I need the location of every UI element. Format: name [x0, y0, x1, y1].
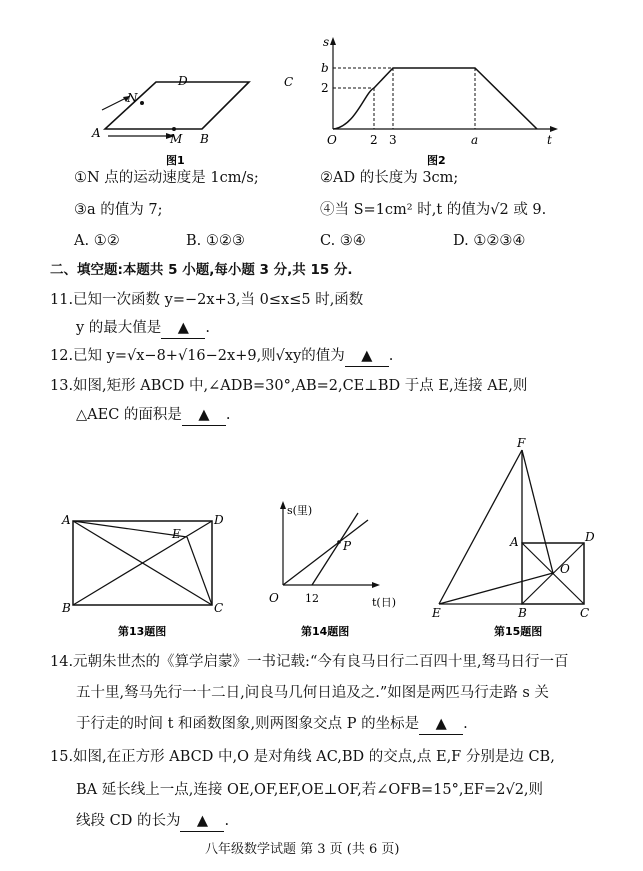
label-f: F [517, 436, 526, 450]
choice-b[interactable]: B. ①②③ [186, 233, 245, 249]
label-n: N [127, 91, 138, 105]
q13-answer-blank[interactable]: ▲ [182, 405, 226, 426]
statement-4: ④当 S=1cm² 时,t 的值为√2 或 9. [320, 202, 547, 218]
q11-text: y 的最大值是 [76, 320, 162, 336]
q15-text: 线段 CD 的长为 [76, 813, 181, 829]
tick-2-y: 2 [321, 81, 329, 95]
label-m: M [170, 132, 183, 146]
origin-o: O [327, 133, 337, 147]
choice-d[interactable]: D. ①②③④ [453, 233, 526, 249]
q13-end: . [225, 407, 231, 423]
tick-2-x: 2 [370, 133, 378, 147]
label-p: P [343, 539, 352, 553]
label-b: B [62, 601, 71, 615]
label-b: B [518, 606, 527, 620]
origin-o: O [269, 591, 279, 605]
parallelogram-abcd [105, 82, 249, 129]
line-slow-horse [283, 520, 368, 585]
label-c: C [284, 75, 294, 89]
figure-1-caption: 图1 [166, 154, 185, 167]
label-d: D [178, 74, 188, 88]
q11-line2 [76, 318, 210, 339]
line-fast-horse [312, 513, 358, 585]
q15-line2: BA 延长线上一点,连接 OE,OF,EF,OE⊥OF,若∠OFB=15°,EF=2√2,则 [76, 782, 544, 798]
tick-12: 12 [305, 592, 319, 605]
q14-line2: 五十里,驽马先行一十二日,问良马几何日追及之.”如图是两匹马行走路 s 关 [76, 685, 549, 701]
label-o: O [560, 562, 570, 576]
label-d: D [585, 530, 595, 544]
axis-s-label: s(里) [287, 504, 313, 517]
axis-t: t [547, 133, 552, 147]
q11-end: . [205, 320, 210, 336]
label-c: C [214, 601, 224, 615]
page-footer: 八年级数学试题 第 3 页 (共 6 页) [205, 842, 400, 857]
label-c: C [580, 606, 590, 620]
label-d: D [214, 513, 224, 527]
axis-t-label: t(日) [372, 596, 397, 609]
figure-1 [80, 60, 320, 175]
figure-2-caption: 图2 [427, 154, 446, 167]
q14-line3 [76, 714, 468, 735]
label-a: A [510, 535, 519, 549]
axis-s: s [323, 35, 330, 49]
q13-line1: 13.如图,矩形 ABCD 中,∠ADB=30°,AB=2,CE⊥BD 于点 E,连接 AE,则 [50, 378, 528, 394]
figure-13-caption: 第13题图 [118, 625, 167, 638]
figure-2 [315, 32, 565, 172]
statement-3: ③a 的值为 7; [74, 202, 163, 218]
label-a: A [92, 126, 101, 140]
section-title: 二、填空题:本题共 5 小题,每小题 3 分,共 15 分. [50, 262, 353, 278]
label-e: E [172, 527, 181, 541]
q15-answer-blank[interactable]: ▲ [180, 811, 224, 832]
q14-end: . [463, 716, 468, 732]
q14-line1: 14.元朝朱世杰的《算学启蒙》一书记载:“今有良马日行二百四十里,驽马日行一百 [50, 654, 569, 670]
tick-b: b [321, 61, 329, 75]
q12 [50, 346, 393, 367]
figure-14 [255, 498, 405, 640]
figure-13 [60, 510, 235, 640]
q11-line1: 11.已知一次函数 y=−2x+3,当 0≤x≤5 时,函数 [50, 292, 364, 308]
label-e: E [432, 606, 441, 620]
q13-text: △AEC 的面积是 [76, 407, 182, 423]
choice-c[interactable]: C. ③④ [320, 233, 366, 249]
label-b: B [200, 132, 209, 146]
q12-answer-blank[interactable]: ▲ [345, 346, 389, 367]
q12-end: . [388, 348, 394, 364]
q14-answer-blank[interactable]: ▲ [419, 714, 463, 735]
q15-line1: 15.如图,在正方形 ABCD 中,O 是对角线 AC,BD 的交点,点 E,F 分别是边 CB, [50, 749, 555, 765]
tick-3-x: 3 [389, 133, 397, 147]
q12-text: 12.已知 y=√x−8+√16−2x+9,则√xy的值为 [50, 348, 345, 364]
figure-15 [430, 436, 605, 641]
tick-a: a [471, 133, 479, 147]
graph-curve [333, 68, 537, 129]
figure-15-caption: 第15题图 [494, 625, 543, 638]
q11-answer-blank[interactable]: ▲ [161, 318, 205, 339]
choice-a[interactable]: A. ①② [74, 233, 120, 249]
statement-1: ①N 点的运动速度是 1cm/s; [74, 170, 259, 186]
q15-line3 [76, 811, 229, 832]
figure-14-caption: 第14题图 [301, 625, 350, 638]
q15-end: . [224, 813, 230, 829]
q13-line2 [76, 405, 231, 426]
statement-2: ②AD 的长度为 3cm; [320, 170, 459, 186]
q14-text: 于行走的时间 t 和函数图象,则两图象交点 P 的坐标是 [76, 716, 420, 732]
label-a: A [62, 513, 71, 527]
